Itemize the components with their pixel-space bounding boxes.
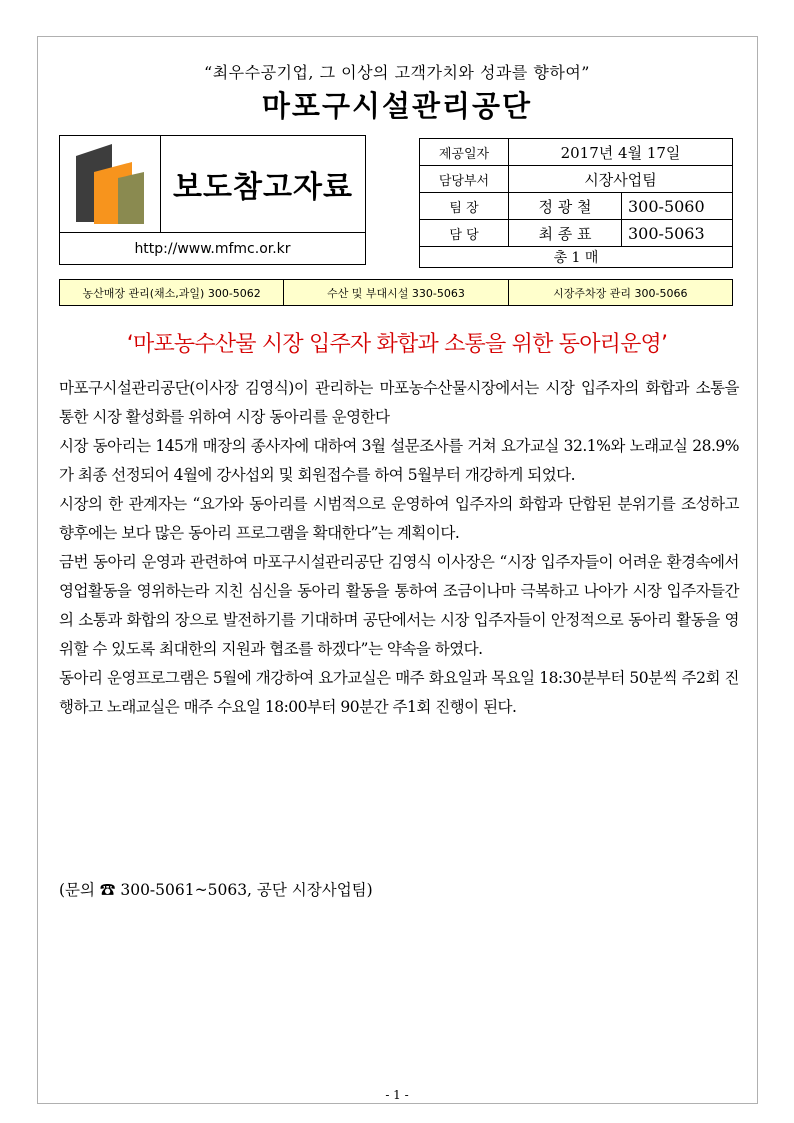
- manager-phone: 300-5060: [622, 193, 733, 220]
- paragraph: 시장의 한 관계자는 “요가와 동아리를 시범적으로 운영하여 입주자의 화합과 단합된 분위기를 조성하고 향후에는 보다 많은 동아리 프로그램을 확대한다”는 계획이다.: [59, 495, 739, 542]
- date-label: 제공일자: [420, 139, 509, 166]
- press-info-table: [419, 138, 733, 268]
- staff-label: 담 당: [420, 220, 509, 247]
- staff-name: 최 종 표: [509, 220, 622, 247]
- page-number: - 1 -: [385, 1088, 409, 1102]
- department-label: 담당부서: [420, 166, 509, 193]
- headline: ‘마포농수산물 시장 입주자 화합과 소통을 위한 동아리운영’: [126, 332, 668, 357]
- article-body: [59, 374, 739, 722]
- paragraph: 금번 동아리 운영과 관련하여 마포구시설관리공단 김영식 이사장은 “시장 입주자들이 어려운 환경속에서 영업활동을 영위하는라 지친 심신을 동아리 활동을 통하여 조금이나마 극복하고 나아가 시장 입주자들간의 소통과 화합의 장으로 발전하기를 기대하며 공단에서는 시장 입주자들이 안정적으로 동아리 활동을 영위할 수 있도록 최대한의 지원과 협조를 하겠다”는 약속을 하였다.: [59, 553, 739, 658]
- slogan: “최우수공기업, 그 이상의 고객가치와 성과를 향하여”: [204, 63, 590, 82]
- total-pages: 총 1 매: [420, 247, 733, 268]
- department-contact: 시장주차장 관리 300-5066: [508, 280, 732, 305]
- staff-phone: 300-5063: [622, 220, 733, 247]
- contact-info: (문의 ☎ 300-5061~5063, 공단 시장사업팀): [59, 881, 373, 899]
- department-contact: 수산 및 부대시설 330-5063: [283, 280, 507, 305]
- paragraph: 동아리 운영프로그램은 5월에 개강하여 요가교실은 매주 화요일과 목요일 18:30분부터 50분씩 주2회 진행하고 노래교실은 매주 수요일 18:00부터 90분간 주1회 진행이 된다.: [59, 669, 739, 716]
- building-logo-icon: [60, 136, 161, 232]
- paragraph: 시장 동아리는 145개 매장의 종사자에 대하여 3월 설문조사를 거쳐 요가교실 32.1%와 노래교실 28.9%가 최종 선정되어 4월에 강사섭외 및 회원접수를 하여 5월부터 개강하게 되었다.: [59, 437, 739, 484]
- paragraph: 마포구시설관리공단(이사장 김영식)이 관리하는 마포농수산물시장에서는 시장 입주자의 화합과 소통을 통한 시장 활성화를 위하여 시장 동아리를 운영한다: [59, 379, 739, 426]
- department-value: 시장사업팀: [509, 166, 733, 193]
- organization-title: 마포구시설관리공단: [261, 89, 533, 123]
- press-logo-box: [59, 135, 366, 265]
- date-value: 2017년 4월 17일: [509, 139, 733, 166]
- department-contacts-bar: [59, 279, 733, 306]
- manager-name: 정 광 철: [509, 193, 622, 220]
- website-url[interactable]: http://www.mfmc.or.kr: [60, 232, 365, 264]
- manager-label: 팀 장: [420, 193, 509, 220]
- press-reference-title: 보도참고자료: [173, 170, 353, 205]
- department-contact: 농산매장 관리(채소,과일) 300-5062: [82, 286, 261, 300]
